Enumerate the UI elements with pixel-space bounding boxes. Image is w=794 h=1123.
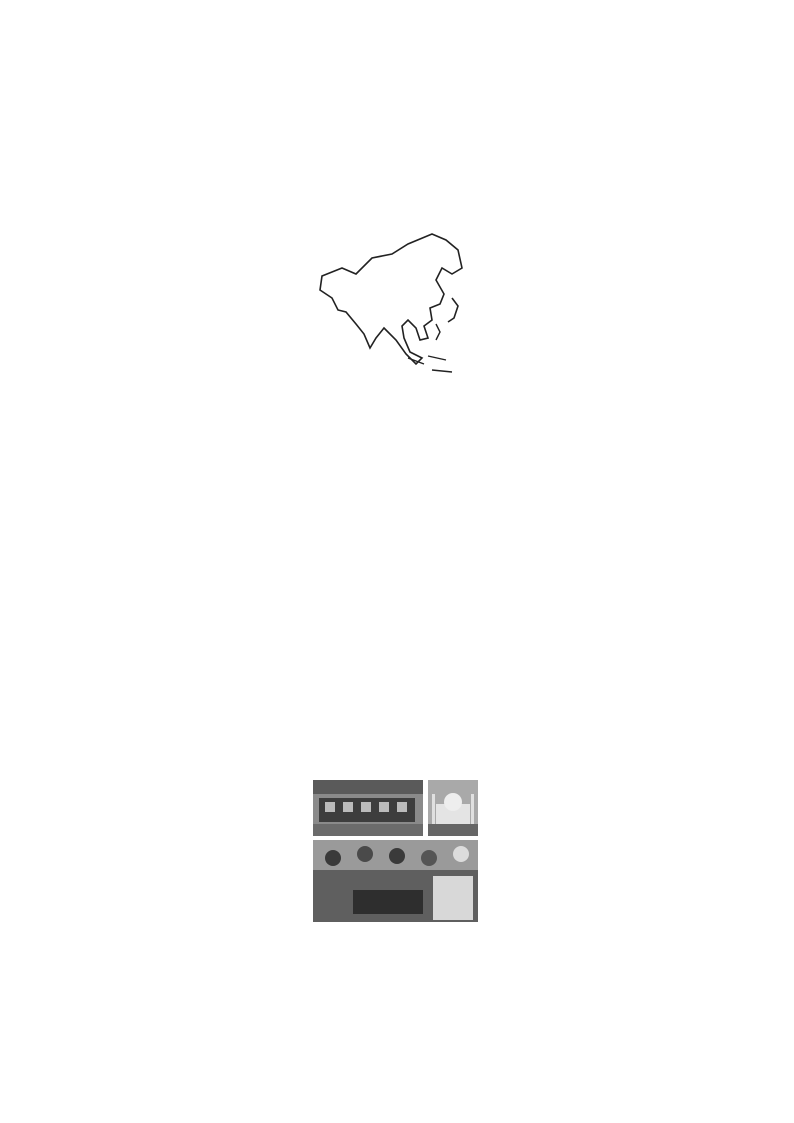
japan-islands — [448, 298, 458, 322]
asia-outline — [320, 234, 462, 364]
photo-street-crowd — [313, 840, 478, 922]
photo-crowded-train — [313, 780, 423, 836]
photo-taj-mahal — [428, 780, 478, 836]
asia-region-map — [312, 228, 472, 378]
street-crowd-image — [313, 840, 478, 922]
climate-chart-c — [366, 420, 478, 572]
crowded-train-image — [313, 780, 423, 836]
climate-chart-b — [228, 420, 336, 572]
climate-chart-a — [60, 420, 210, 572]
indonesia-islands — [408, 356, 452, 372]
climate-chart-d — [508, 420, 632, 572]
taj-mahal-image — [428, 780, 478, 836]
philippines-islands — [436, 324, 440, 340]
